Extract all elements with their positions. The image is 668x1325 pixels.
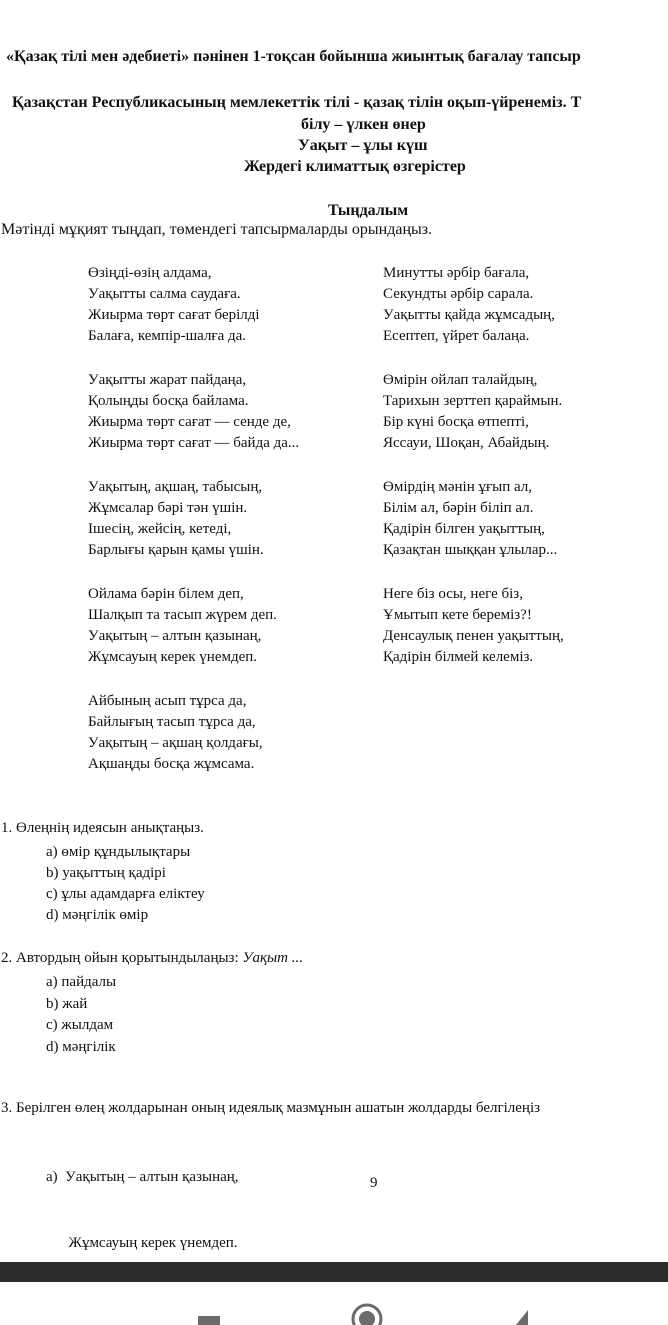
poem-line: Жұмсалар бәрі тән үшін. <box>88 500 248 516</box>
poem-line: Қадірін білмей келеміз. <box>383 649 534 665</box>
answer-option[interactable]: a) пайдалы <box>46 974 117 990</box>
poem-line: Өмірін ойлап талайдың, <box>383 372 538 388</box>
question-text: 2. Автордың ойын қорытындылаңыз: <box>1 950 243 966</box>
question-italic-text: Уақыт ... <box>242 950 304 966</box>
answer-option-continuation: Жұмсауың керек үнемдеп. <box>46 1235 238 1251</box>
poem-line: Ойлама бәрін білем деп, <box>88 586 244 602</box>
poem-line: Уақытты салма саудаға. <box>88 286 241 302</box>
poem-line: Бір күні босқа өтпепті, <box>383 414 529 430</box>
poem-right-stanza-4 <box>383 584 564 668</box>
poem-line: Қадірін білген уақыттың, <box>383 521 545 537</box>
poem-line: Жұмсауың керек үнемдеп. <box>88 649 258 665</box>
poem-line: Өмірдің мәнін ұғып ал, <box>383 479 533 495</box>
poem-line: Балаға, кемпір-шалға да. <box>88 328 247 344</box>
poem-left-stanza-5 <box>88 691 263 775</box>
answer-option[interactable]: d) мәңгілік өмір <box>46 907 149 923</box>
poem-line: Ақшаңды босқа жұмсама. <box>88 756 255 772</box>
poem-line: Уақытың – ақшаң қолдағы, <box>88 735 263 751</box>
poem-left-stanza-1 <box>88 263 260 347</box>
section-title: Тыңдалым <box>328 202 409 219</box>
recent-apps-icon[interactable] <box>198 1316 220 1325</box>
answer-option[interactable]: c) ұлы адамдарға еліктеу <box>46 886 205 902</box>
header-line-5: Жердегі климаттық өзгерістер <box>244 158 466 175</box>
question-1 <box>1 820 204 837</box>
poem-line: Минутты әрбір бағала, <box>383 265 530 281</box>
back-icon[interactable] <box>512 1310 534 1325</box>
poem-line: Ұмытып кете береміз?! <box>383 607 532 623</box>
answer-option[interactable]: a) Уақытың – алтын қазынаң, <box>46 1169 239 1185</box>
poem-line: Байлығың тасып тұрса да, <box>88 714 256 730</box>
question-1-options <box>46 842 205 926</box>
poem-line: Уақытты қайда жұмсадың, <box>383 307 555 323</box>
system-navigation-bar <box>0 1262 668 1325</box>
instruction-text: Мәтінді мұқият тыңдап, төмендегі тапсырмаларды орындаңыз. <box>1 221 433 238</box>
answer-option[interactable]: a) өмір құндылықтары <box>46 844 191 860</box>
poem-line: Уақытың – алтын қазынаң, <box>88 628 262 644</box>
answer-option[interactable]: b) жай <box>46 995 88 1012</box>
poem-line: Яссауи, Шоқан, Абайдың. <box>383 435 550 451</box>
poem-line: Неге біз осы, неге біз, <box>383 586 523 602</box>
poem-line: Уақытты жарат пайдаңа, <box>88 372 247 388</box>
header-line-2: Қазақстан Республикасының мемлекеттік тілі - қазақ тілін оқып-үйренеміз. Т <box>12 94 582 111</box>
poem-line: Жиырма төрт сағат берілді <box>88 307 260 323</box>
poem-line: Айбының асып тұрса да, <box>88 693 247 709</box>
home-icon[interactable] <box>350 1302 384 1325</box>
question-text: 3. Берілген өлең жолдарынан оның идеялық мазмұнын ашатын жолдарды белгілеңіз <box>1 1100 541 1116</box>
question-2 <box>1 950 303 967</box>
header-line-1: «Қазақ тілі мен әдебиеті» пәнінен 1-тоқсан бойынша жиынтық бағалау тапсыр <box>6 48 581 65</box>
poem-line: Уақытың, ақшаң, табысың, <box>88 479 263 495</box>
poem-line: Жиырма төрт сағат — байда да... <box>88 435 300 451</box>
poem-line: Шалқып та тасып жүрем деп. <box>88 607 277 623</box>
poem-left-stanza-4 <box>88 584 277 668</box>
poem-line: Секундты әрбір сарала. <box>383 286 534 302</box>
poem-right-stanza-2 <box>383 370 562 454</box>
poem-line: Барлығы қарын қамы үшін. <box>88 542 264 558</box>
question-2-options <box>46 972 116 1058</box>
poem-left-stanza-3 <box>88 477 264 561</box>
poem-line: Өзіңді-өзің алдама, <box>88 265 212 281</box>
header-line-4: Уақыт – ұлы күш <box>298 137 428 154</box>
header-line-3: білу – үлкен өнер <box>301 116 426 133</box>
poem-line: Жиырма төрт сағат — сенде де, <box>88 414 291 430</box>
poem-right-stanza-1 <box>383 263 555 347</box>
poem-line: Қазақтан шыққан ұлылар... <box>383 542 558 558</box>
poem-line: Білім ал, бәрін біліп ал. <box>383 500 534 516</box>
poem-line: Есептеп, үйрет балаңа. <box>383 328 530 344</box>
navigation-bar-top-strip <box>0 1262 668 1282</box>
poem-line: Денсаулық пенен уақыттың, <box>383 628 564 644</box>
question-3 <box>1 1100 540 1117</box>
poem-line: Қолыңды босқа байлама. <box>88 393 249 409</box>
answer-option[interactable]: d) мәңгілік <box>46 1038 116 1055</box>
question-3-options <box>46 1122 239 1262</box>
answer-option[interactable]: c) жылдам <box>46 1017 114 1033</box>
poem-right-stanza-3 <box>383 477 557 561</box>
poem-line: Ішесің, жейсің, кетеді, <box>88 521 232 537</box>
poem-line: Тарихын зерттеп қараймын. <box>383 393 563 409</box>
poem-left-stanza-2 <box>88 370 299 454</box>
page-number: 9 <box>370 1175 378 1191</box>
answer-option[interactable]: b) уақыттың қадірі <box>46 865 166 881</box>
question-text: 1. Өлеңнің идеясын анықтаңыз. <box>1 820 204 836</box>
